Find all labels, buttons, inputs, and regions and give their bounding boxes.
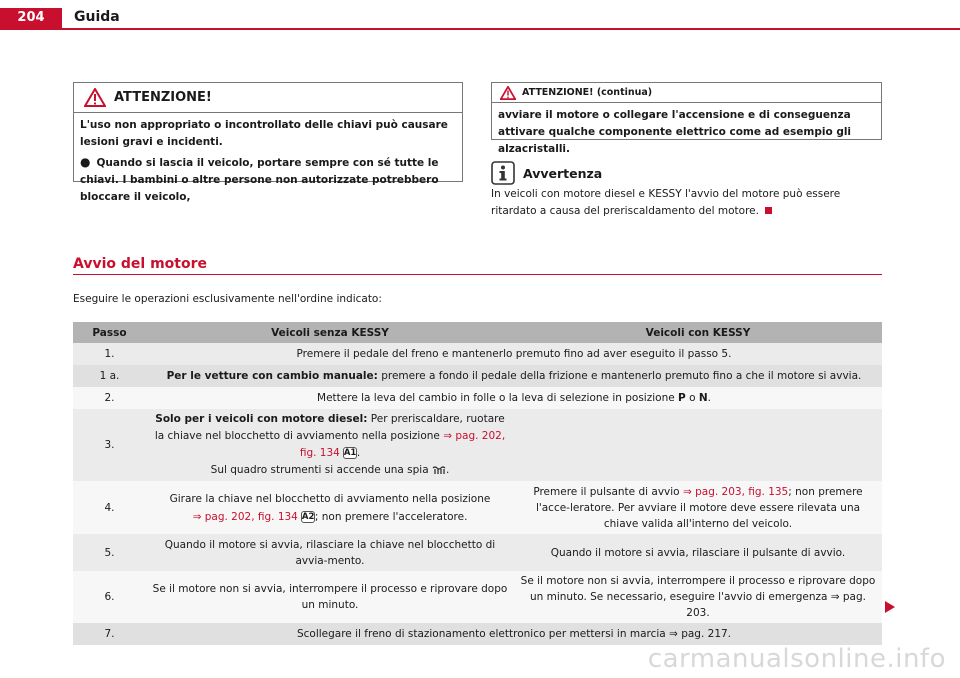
warning-triangle-icon bbox=[84, 88, 106, 107]
table-row bbox=[73, 481, 882, 534]
table-row bbox=[73, 623, 882, 645]
figure-callout-badge: A1 bbox=[343, 448, 357, 458]
row-right-cell: Quando il motore si avvia, rilasciare il pulsante di avvio. bbox=[514, 534, 882, 571]
page-reference-link[interactable]: ⇒ pag. 202, fig. 134 bbox=[299, 430, 506, 459]
row-conj: o bbox=[685, 392, 699, 404]
page-reference-link[interactable]: ⇒ pag. 202, fig. 134 bbox=[192, 510, 298, 523]
steps-table bbox=[73, 322, 882, 645]
header-cell-without-kessy: Veicoli senza KESSY bbox=[146, 322, 514, 343]
warning-box-right bbox=[491, 82, 882, 155]
header-rule bbox=[0, 28, 960, 30]
row-bold-label: Solo per i veicoli con motore diesel: bbox=[155, 413, 368, 425]
row-text-end: ; non premere l'acceleratore. bbox=[314, 510, 468, 523]
warning-triangle-icon bbox=[500, 86, 516, 100]
step-cell: 4. bbox=[73, 481, 146, 534]
table-row bbox=[73, 343, 882, 365]
row-text-end: ; non premere l'acce-leratore. Per avviare il motore deve essere rilevata una chiave valida all'interno del veicolo. bbox=[535, 485, 863, 530]
end-marker-icon bbox=[765, 207, 772, 214]
note-block bbox=[491, 158, 886, 220]
row-text bbox=[146, 365, 882, 387]
page-reference-link[interactable]: ⇒ pag. 203, fig. 135 bbox=[682, 485, 789, 498]
row-text-content: Per preriscaldare, ruotare la chiave nel blocchetto di avviamento nella posizione bbox=[154, 413, 505, 442]
step-cell: 1 a. bbox=[73, 365, 146, 387]
note-text-content: In veicoli con motore diesel e KESSY l'avvio del motore può essere ritardato a causa del preriscaldamento del motore. bbox=[491, 188, 841, 217]
row-left-cell: Se il motore non si avvia, interrompere il processo e riprovare dopo un minuto. bbox=[146, 571, 514, 623]
section-rule bbox=[73, 274, 882, 275]
row-text bbox=[146, 387, 882, 409]
table-row bbox=[73, 365, 882, 387]
row-end: . bbox=[707, 392, 711, 404]
row-text-content: premere a fondo il pedale della frizione e mantenerlo premuto fino a che il motore si avvia. bbox=[377, 370, 862, 382]
page-number: 204 bbox=[0, 8, 62, 28]
row-text-content: Mettere la leva del cambio in folle o la leva di selezione in posizione bbox=[317, 392, 679, 404]
step-cell: 7. bbox=[73, 623, 146, 645]
row-left-cell: Solo per i veicoli con motore diesel: Per preriscaldare, ruotare la chiave nel blocchetto di avviamento nella posizione ⇒ pag. 202, fig. 134 A1. Sul quadro strumenti si accende una spia . bbox=[146, 409, 514, 481]
glow-plug-icon bbox=[432, 465, 446, 475]
warning-bullet bbox=[80, 154, 456, 206]
bullet-icon: ● bbox=[80, 155, 91, 169]
step-cell: 1. bbox=[73, 343, 146, 365]
figure-callout-badge: A2 bbox=[301, 511, 315, 522]
row-left-cell bbox=[146, 481, 514, 534]
watermark: carmanualsonline.info bbox=[647, 644, 946, 674]
header-cell-step: Passo bbox=[73, 322, 146, 343]
row-right-cell bbox=[514, 409, 882, 481]
step-cell: 2. bbox=[73, 387, 146, 409]
table-row bbox=[73, 409, 882, 481]
gear-n: N bbox=[698, 392, 708, 404]
section-intro: Eseguire le operazioni esclusivamente nell'ordine indicato: bbox=[73, 293, 382, 305]
page-header-title: Guida bbox=[74, 9, 120, 25]
table-row bbox=[73, 387, 882, 409]
next-page-arrow-icon[interactable] bbox=[884, 600, 896, 614]
row-text: Scollegare il freno di stazionamento elettronico per mettersi in marcia ⇒ pag. 217. bbox=[146, 623, 882, 645]
row-text-secondary: Sul quadro strumenti si accende una spia bbox=[210, 464, 429, 476]
warning-title: ATTENZIONE! (continua) bbox=[522, 87, 653, 98]
step-cell: 5. bbox=[73, 534, 146, 571]
warning-header bbox=[74, 83, 462, 113]
warning-paragraph: L'uso non appropriato o incontrollato delle chiavi può causare lesioni gravi e incidenti. bbox=[80, 119, 448, 148]
row-text-content: Girare la chiave nel blocchetto di avviamento nella posizione bbox=[169, 492, 491, 505]
warning-text: avviare il motore o collegare l'accensione e di conseguenza attivare qualche componente elettrico come ad esempio gli alzacristalli. bbox=[498, 109, 852, 155]
table-row bbox=[73, 571, 882, 623]
note-title: Avvertenza bbox=[523, 165, 603, 181]
row-right-cell bbox=[514, 481, 882, 534]
header-cell-with-kessy: Veicoli con KESSY bbox=[514, 322, 882, 343]
step-cell: 3. bbox=[73, 409, 146, 481]
info-icon bbox=[491, 161, 515, 185]
row-end: . bbox=[356, 447, 361, 459]
row-bold-label: Per le vetture con cambio manuale: bbox=[166, 370, 378, 382]
warning-box-left bbox=[73, 82, 463, 203]
table-header-row bbox=[73, 322, 882, 343]
note-text bbox=[491, 186, 886, 220]
warning-header bbox=[492, 83, 881, 103]
step-cell: 6. bbox=[73, 571, 146, 623]
gear-p: P bbox=[678, 392, 686, 404]
table-row bbox=[73, 534, 882, 571]
row-right-cell: Se il motore non si avvia, interrompere il processo e riprovare dopo un minuto. Se necessario, eseguire l'avvio di emergenza ⇒ pag. 203. bbox=[514, 571, 882, 623]
row-left-cell: Quando il motore si avvia, rilasciare la chiave nel blocchetto di avvia-mento. bbox=[146, 534, 514, 571]
section-title: Avvio del motore bbox=[73, 256, 207, 272]
warning-title: ATTENZIONE! bbox=[114, 90, 212, 105]
row-text: Premere il pedale del freno e mantenerlo premuto fino ad aver eseguito il passo 5. bbox=[146, 343, 882, 365]
row-text-content: Premere il pulsante di avvio bbox=[533, 485, 683, 498]
warning-bullet-text: Quando si lascia il veicolo, portare sempre con sé tutte le chiavi. I bambini o altre persone non autorizzate potrebbero bloccare il veicolo, bbox=[80, 157, 439, 203]
